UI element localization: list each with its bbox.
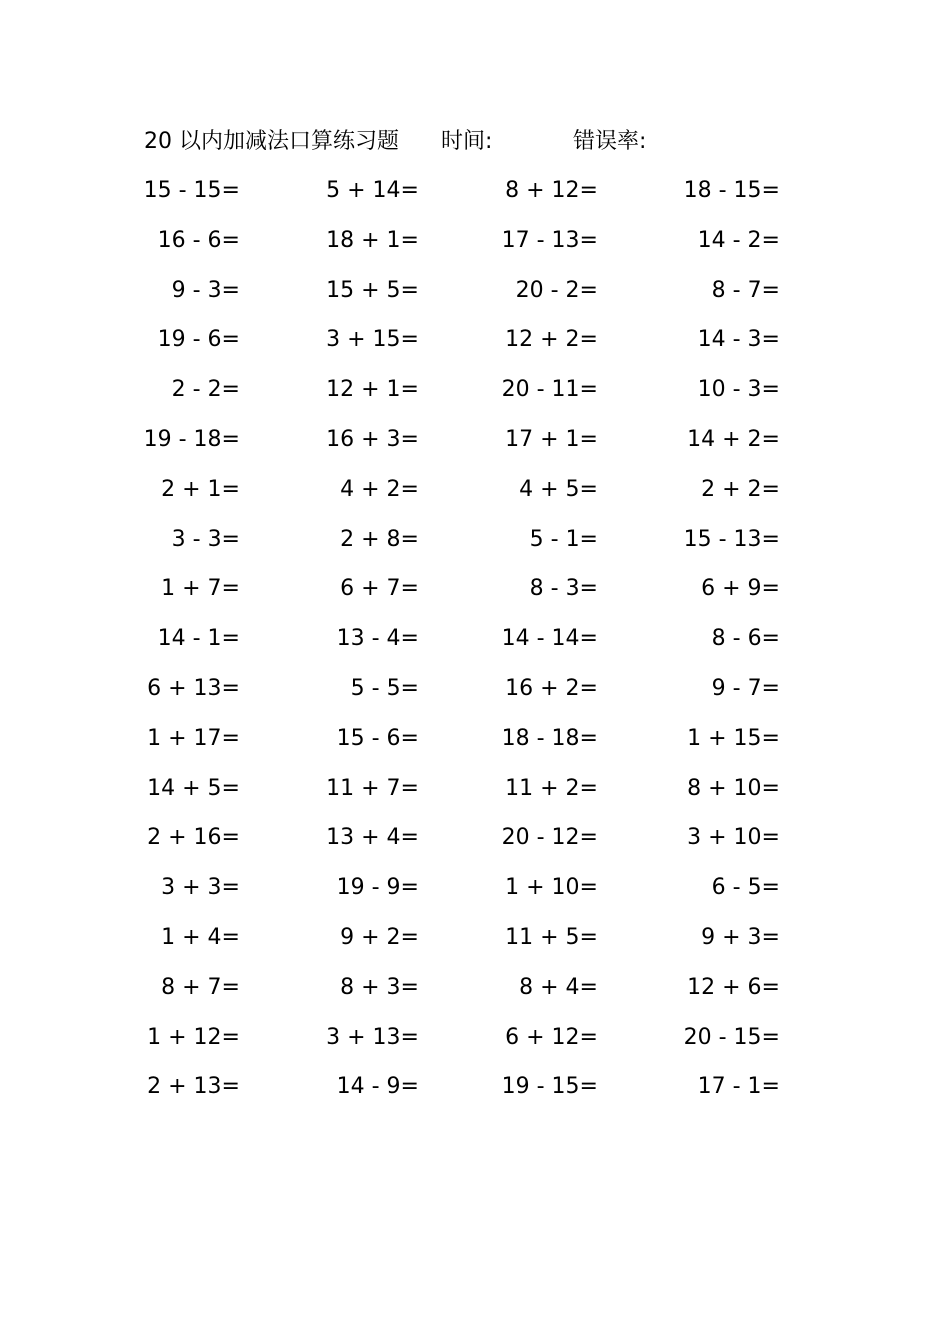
math-problem: 3 + 15= (326, 327, 419, 353)
math-problem: 16 - 6= (157, 227, 240, 253)
math-problem: 1 + 17= (147, 725, 240, 751)
problem-row (0, 614, 950, 664)
problem-row (0, 515, 950, 565)
math-problem: 4 + 2= (340, 476, 419, 502)
problem-row (0, 564, 950, 614)
worksheet-title: 20 以内加减法口算练习题 (144, 129, 399, 154)
math-problem: 12 + 2= (505, 327, 598, 353)
math-problem: 8 + 3= (340, 974, 419, 1000)
math-problem: 5 + 14= (326, 178, 419, 203)
error-rate-label: 错误率: (573, 129, 647, 154)
math-problem: 6 + 9= (701, 576, 780, 602)
math-problem: 18 - 18= (501, 725, 598, 751)
problem-row (0, 714, 950, 764)
problem-row (0, 963, 950, 1013)
math-problem: 14 - 3= (697, 327, 780, 353)
math-problem: 5 - 5= (350, 675, 419, 701)
math-problem: 8 - 7= (711, 277, 780, 303)
math-problem: 20 - 15= (683, 1024, 780, 1050)
math-problem: 11 + 7= (326, 775, 419, 801)
math-problem: 6 - 5= (711, 875, 780, 901)
math-problem: 1 + 4= (161, 924, 240, 950)
math-problem: 6 + 12= (505, 1024, 598, 1050)
math-problem: 18 + 1= (326, 227, 419, 253)
problem-row (0, 1013, 950, 1063)
math-problem: 17 + 1= (505, 426, 598, 452)
math-problem: 12 + 1= (326, 377, 419, 403)
problem-row (0, 664, 950, 714)
math-problem: 2 + 2= (701, 476, 780, 502)
math-problem: 20 - 11= (501, 377, 598, 403)
math-problem: 3 - 3= (171, 526, 240, 552)
math-problem: 15 - 13= (683, 526, 780, 552)
math-problem: 2 + 8= (340, 526, 419, 552)
problem-row (0, 813, 950, 863)
math-problem: 8 - 3= (529, 576, 598, 602)
math-problem: 14 - 14= (501, 626, 598, 652)
problem-row (0, 1062, 950, 1112)
math-problem: 8 + 7= (161, 974, 240, 1000)
problem-row (0, 863, 950, 913)
problem-row (0, 764, 950, 814)
math-problem: 8 - 6= (711, 626, 780, 652)
math-problem: 15 + 5= (326, 277, 419, 303)
math-problem: 19 - 15= (501, 1074, 598, 1100)
problem-row (0, 913, 950, 963)
math-problem: 13 + 4= (326, 825, 419, 851)
math-problem: 20 - 12= (501, 825, 598, 851)
problem-row (0, 266, 950, 316)
problem-row (0, 166, 950, 216)
math-problem: 14 + 5= (147, 775, 240, 801)
math-problem: 1 + 12= (147, 1024, 240, 1050)
math-problem: 19 - 9= (336, 875, 419, 901)
math-problem: 1 + 15= (687, 725, 780, 751)
math-problem: 9 - 7= (711, 675, 780, 701)
math-problem: 11 + 5= (505, 924, 598, 950)
math-problem: 17 - 13= (501, 227, 598, 253)
worksheet-header (0, 124, 950, 160)
math-problem: 8 + 4= (519, 974, 598, 1000)
math-problem: 2 + 13= (147, 1074, 240, 1100)
math-problem: 12 + 6= (687, 974, 780, 1000)
math-problem: 9 - 3= (171, 277, 240, 303)
math-problem: 9 + 2= (340, 924, 419, 950)
problem-row (0, 415, 950, 465)
math-problem: 20 - 2= (515, 277, 598, 303)
math-problem: 1 + 7= (161, 576, 240, 602)
math-problem: 19 - 18= (143, 426, 240, 452)
math-problem: 13 - 4= (336, 626, 419, 652)
math-problem: 18 - 15= (683, 178, 780, 203)
problem-row (0, 365, 950, 415)
math-problem: 3 + 3= (161, 875, 240, 901)
math-problem: 1 + 10= (505, 875, 598, 901)
math-problem: 16 + 2= (505, 675, 598, 701)
problem-row (0, 315, 950, 365)
math-problem: 14 + 2= (687, 426, 780, 452)
math-problem: 9 + 3= (701, 924, 780, 950)
math-problem: 15 - 6= (336, 725, 419, 751)
math-problem: 16 + 3= (326, 426, 419, 452)
math-problem: 6 + 7= (340, 576, 419, 602)
math-problem: 19 - 6= (157, 327, 240, 353)
time-label: 时间: (441, 129, 493, 154)
math-problem: 14 - 1= (157, 626, 240, 652)
math-problem: 5 - 1= (529, 526, 598, 552)
math-problem: 14 - 2= (697, 227, 780, 253)
math-problem: 10 - 3= (697, 377, 780, 403)
math-problem: 4 + 5= (519, 476, 598, 502)
math-problem: 17 - 1= (697, 1074, 780, 1100)
math-problem: 15 - 15= (143, 178, 240, 203)
math-problem: 6 + 13= (147, 675, 240, 701)
math-problem: 2 + 16= (147, 825, 240, 851)
math-problem: 11 + 2= (505, 775, 598, 801)
math-problem: 14 - 9= (336, 1074, 419, 1100)
math-problem: 2 + 1= (161, 476, 240, 502)
math-problem: 8 + 10= (687, 775, 780, 801)
math-problem: 3 + 13= (326, 1024, 419, 1050)
problem-row (0, 465, 950, 515)
problem-grid (0, 166, 950, 1112)
math-problem: 3 + 10= (687, 825, 780, 851)
math-problem: 8 + 12= (505, 178, 598, 203)
math-problem: 2 - 2= (171, 377, 240, 403)
problem-row (0, 216, 950, 266)
